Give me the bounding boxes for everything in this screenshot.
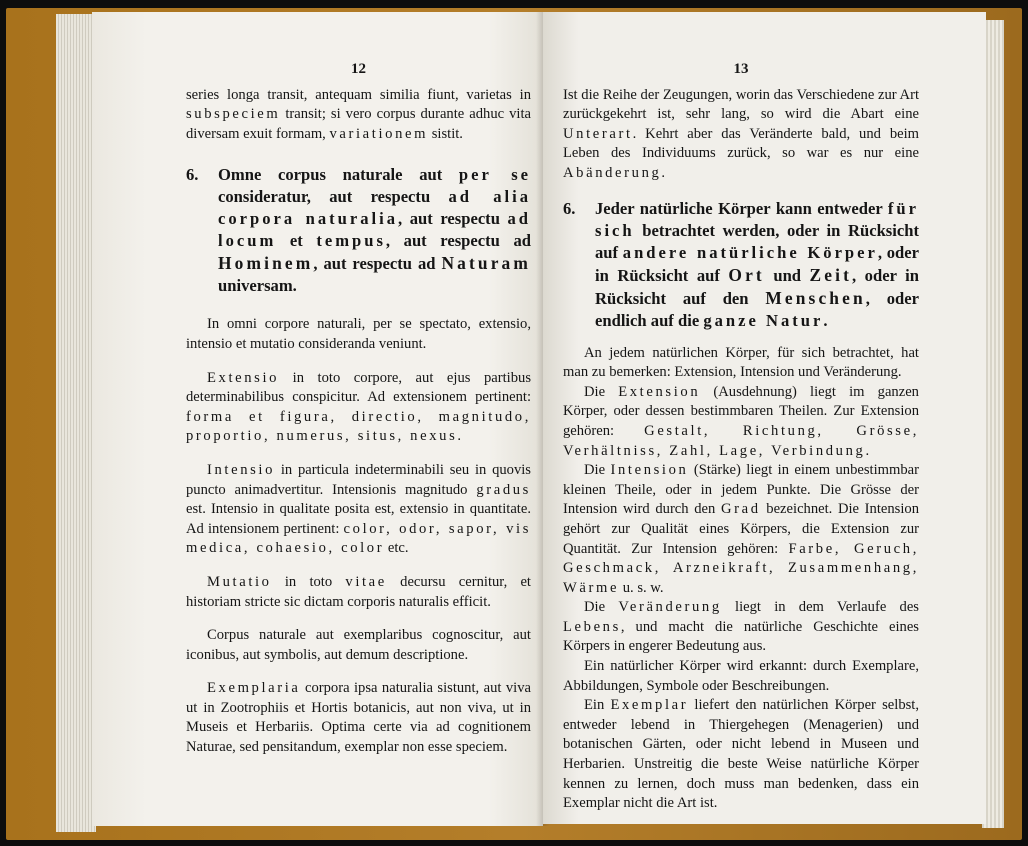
paragraph: Die Veränderung liegt in dem Verlaufe des Lebens, und macht die natürliche Geschichte eines Körpers in engerer Bedeutung aus. [563, 599, 919, 655]
section-heading: 6. Jeder natürliche Körper kann entweder für sich betrachtet werden, oder in Rücksicht auf andere natürliche Körper, oder in Rücksicht auf Ort und Zeit, oder in Rücksicht auf den Menschen, oder endlich auf die ganze Natur. [563, 198, 919, 330]
left-page-text [186, 60, 531, 758]
paragraph: Ein natürlicher Körper wird erkannt: durch Exemplare, Abbildungen, Symbole oder Beschreibungen. [563, 658, 919, 694]
paragraph: Die Extension (Ausdehnung) liegt im ganzen Körper, oder dessen bestimmbaren Theilen. Zur Extension gehören: Gestalt, Richtung, Grösse, Verhältniss, Zahl, Lage, Verbindung. [563, 383, 919, 459]
page-edges-left [56, 14, 96, 832]
section-heading: 6. Omne corpus naturale aut per se consideratur, aut respectu ad alia corpora naturalia, aut respectu ad locum et tempus, aut respectu ad Hominem, aut respectu ad Naturam universam. [186, 165, 532, 296]
left-page [92, 12, 543, 826]
paragraph: Ein Exemplar liefert den natürlichen Körper selbst, entweder lebend in Thiergehegen (Menagerien) und botanischen Gärten, oder nicht lebend in Museen und Herbarien. Unstreitig die beste Weise natürliche Körper kennen zu lernen, doch muss man bedenken, dass ein Exemplar nicht die Art ist. [563, 697, 919, 812]
paragraph: In omni corpore naturali, per se spectato, extensio, intensio et mutatio consideranda veniunt. [186, 316, 531, 352]
paragraph: Exemplaria corpora ipsa naturalia sistunt, aut viva ut in Zootrophiis et Hortis botanicis, aut non viva, ut in Museis et Herbariis. Optima certe via ad cognitionem Naturae, sed pensitandum, exemplar non esse speciem. [186, 680, 531, 756]
paragraph: Die Intension (Stärke) liegt in einem unbestimmbar kleinen Theile, oder in jedem Punkte. Die Grösse der Intension wird durch den Grad bezeichnet. Die Intension gehört zur Qualität eines Körpers, die Extension zur Quantität. Zur Intension gehören: Farbe, Geruch, Geschmack, Arzneikraft, Zusammenhang, Wärme u. s. w. [563, 462, 919, 596]
page-number: 13 [733, 61, 749, 77]
right-page [543, 12, 986, 824]
paragraph: Intensio in particula indeterminabili seu in quovis puncto animadvertitur. Intensionis magnitudo gradus est. Intensio in qualitate posita est, extensio in quantitate. Ad intensionem pertinent: color, odor, sapor, vis medica, cohaesio, color etc. [186, 461, 531, 557]
paragraph: Mutatio in toto vitae decursu cernitur, et historiam stricte sic dictam corporis naturalis efficit. [186, 573, 531, 610]
paragraph: Extensio in toto corpore, aut ejus partibus determinabilibus conspicitur. Ad extensionem pertinent: forma et figura, directio, magnitudo, proportio, numerus, situs, nexus. [186, 369, 531, 445]
paragraph: Corpus naturale aut exemplaribus cognoscitur, aut iconibus, aut symbolis, aut demum descriptione. [186, 627, 531, 663]
intro-paragraph: Ist die Reihe der Zeugungen, worin das Verschiedene zur Art zurückgekehrt ist, sehr lang, so wird die Abart eine Unterart. Kehrt aber das Veränderte bald, und beim Leben des Individuums zurück, so war es nur eine Abänderung. [563, 86, 919, 181]
page-number: 12 [351, 61, 366, 77]
right-page-text [563, 60, 919, 814]
intro-paragraph: series longa transit, antequam similia fiunt, varietas in subspeciem transit; si vero corpus durante adhuc vita diversam exuit formam, variationem sistit. [186, 86, 531, 142]
paragraph: An jedem natürlichen Körper, für sich betrachtet, hat man zu bemerken: Extension, Intension und Veränderung. [563, 344, 919, 381]
